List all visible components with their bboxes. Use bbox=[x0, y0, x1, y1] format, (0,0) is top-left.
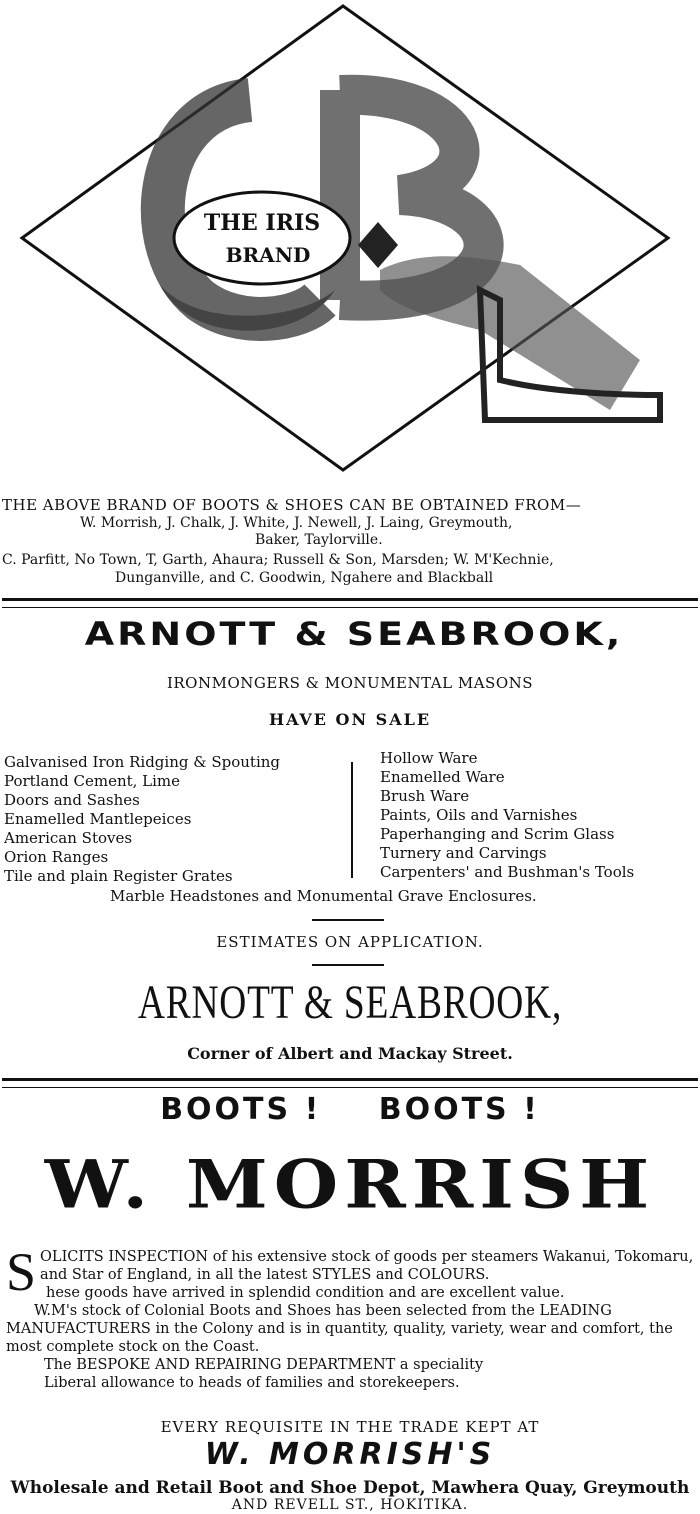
short-rule bbox=[312, 964, 384, 966]
boots-heading bbox=[0, 1092, 700, 1127]
list-item: Galvanised Iron Ridging & Spouting bbox=[4, 753, 280, 771]
marble-line: Marble Headstones and Monumental Grave Enclosures. bbox=[110, 887, 537, 905]
list-item: Paperhanging and Scrim Glass bbox=[380, 825, 615, 843]
morrish-para2: hese goods have arrived in splendid condition and are excellent value. bbox=[46, 1285, 565, 1301]
revell-line: AND REVELL ST., HOKITIKA. bbox=[231, 1497, 469, 1513]
brand-notice-line1: W. Morrish, J. Chalk, J. White, J. Newell, J. Laing, Greymouth, bbox=[80, 515, 513, 531]
brand-notice-heading: THE ABOVE BRAND OF BOOTS & SHOES CAN BE OBTAINED FROM— bbox=[2, 496, 582, 514]
list-item: Doors and Sashes bbox=[4, 791, 140, 809]
arnott-address: Corner of Albert and Mackay Street. bbox=[187, 1044, 513, 1063]
morrish-para4: The BESPOKE AND REPAIRING DEPARTMENT a speciality bbox=[44, 1357, 484, 1373]
banner-line1: THE IRIS bbox=[203, 210, 321, 236]
list-item: Orion Ranges bbox=[4, 848, 109, 866]
arnott-subtitle: IRONMONGERS & MONUMENTAL MASONS bbox=[166, 674, 534, 692]
brand-notice-line2: Baker, Taylorville. bbox=[255, 532, 383, 548]
every-requisite: EVERY REQUISITE IN THE TRADE KEPT AT bbox=[160, 1418, 540, 1436]
list-item: Brush Ware bbox=[380, 787, 470, 805]
divider-rule bbox=[2, 598, 698, 608]
brand-banner bbox=[174, 192, 350, 284]
sale-list-left bbox=[4, 753, 280, 886]
depot-line: Wholesale and Retail Boot and Shoe Depot, Mawhera Quay, Greymouth bbox=[10, 1478, 690, 1498]
boots-left: BOOTS ! bbox=[160, 1092, 322, 1127]
morrish-name-big: W. MORRISH bbox=[44, 1146, 656, 1224]
boots-right: BOOTS ! bbox=[378, 1092, 540, 1127]
arnott-header: ARNOTT & SEABROOK, bbox=[84, 615, 624, 653]
list-item: Carpenters' and Bushman's Tools bbox=[380, 863, 635, 881]
divider-rule bbox=[2, 1078, 698, 1088]
list-item: Paints, Oils and Varnishes bbox=[380, 806, 578, 824]
short-rule bbox=[312, 919, 384, 921]
estimates-line: ESTIMATES ON APPLICATION. bbox=[216, 933, 484, 951]
brand-notice-line4: Dunganville, and C. Goodwin, Ngahere and Blackball bbox=[115, 570, 494, 586]
banner-line2: BRAND bbox=[225, 243, 311, 267]
morrish-possessive: W. MORRISH'S bbox=[204, 1437, 496, 1472]
drop-cap: S bbox=[6, 1242, 37, 1302]
list-item: Tile and plain Register Grates bbox=[4, 867, 233, 885]
morrish-para1: OLICITS INSPECTION of his extensive stock of goods per steamers Wakanui, Tokomaru, and Star of England, in all the latest STYLES and COLOURS. bbox=[40, 1249, 694, 1283]
hand-icon bbox=[380, 256, 640, 410]
morrish-para3: W.M's stock of Colonial Boots and Shoes has been selected from the LEADING MANUFACTURERS in the Colony and is in quantity, quality, variety, wear and comfort, the most complete stock on the Coast. bbox=[6, 1303, 673, 1355]
brand-notice-line3: C. Parfitt, No Town, T, Garth, Ahaura; Russell & Son, Marsden; W. M'Kechnie, bbox=[2, 552, 554, 568]
have-on-sale: HAVE ON SALE bbox=[268, 710, 432, 729]
list-item: Enamelled Ware bbox=[380, 768, 505, 786]
list-item: Portland Cement, Lime bbox=[4, 772, 181, 790]
list-item: Enamelled Mantlepeices bbox=[4, 810, 192, 828]
arnott-name-big: ARNOTT & SEABROOK, bbox=[137, 976, 563, 1029]
sale-list-right bbox=[380, 749, 634, 882]
seal-icon bbox=[358, 222, 398, 268]
list-item: Hollow Ware bbox=[380, 749, 478, 767]
iris-brand-logo bbox=[0, 0, 700, 490]
morrish-para5: Liberal allowance to heads of families and storekeepers. bbox=[44, 1375, 460, 1391]
column-divider bbox=[351, 762, 353, 878]
list-item: Turnery and Carvings bbox=[380, 844, 547, 862]
morrish-body bbox=[6, 1242, 696, 1392]
list-item: American Stoves bbox=[4, 829, 133, 847]
